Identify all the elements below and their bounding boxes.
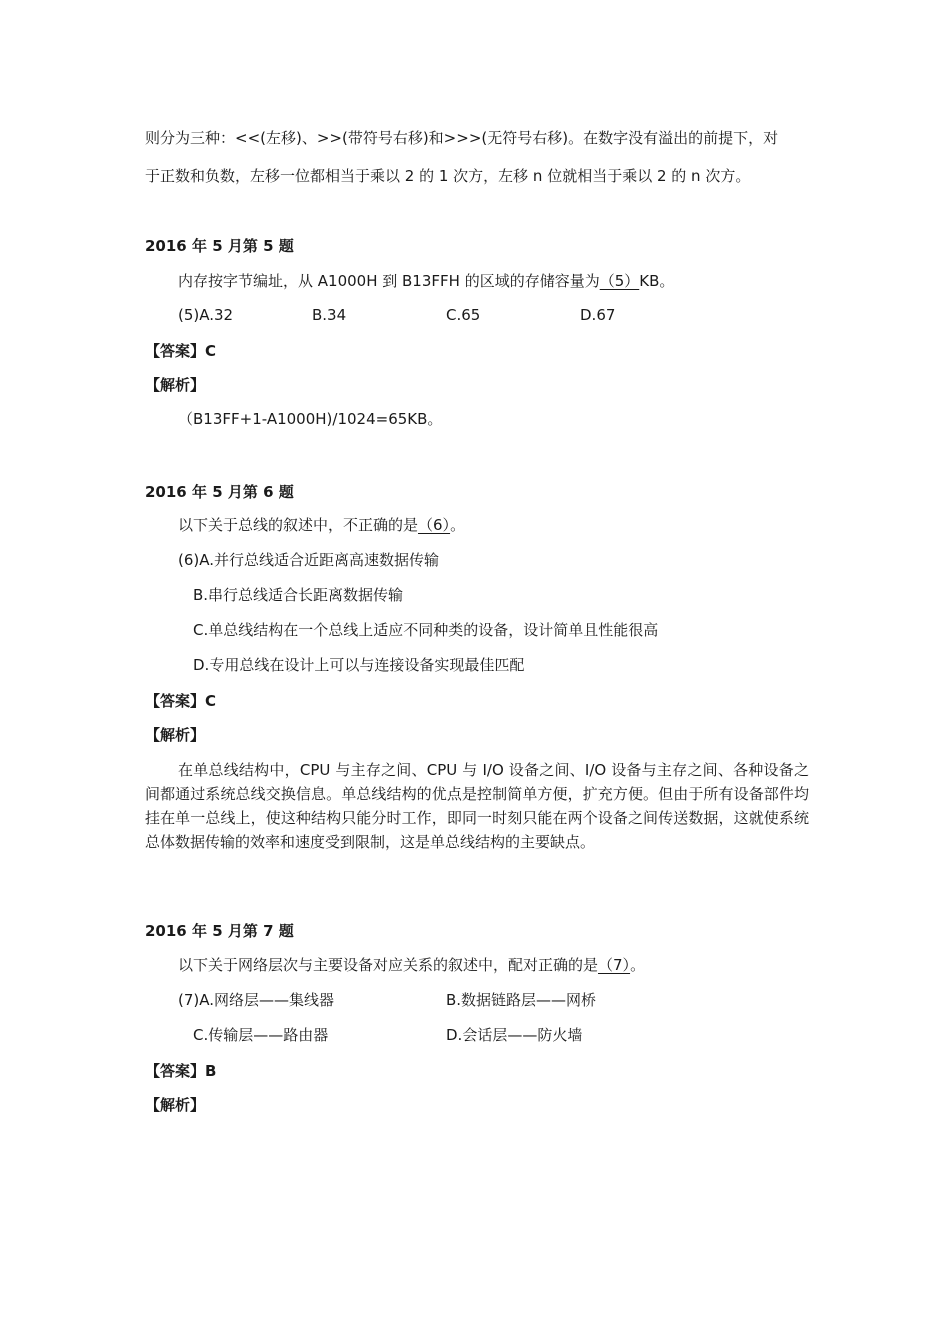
q6-answer-value: C [205, 692, 217, 710]
q7-heading: 2016 年 5 月第 7 题 [145, 922, 294, 940]
q6-option-d: D.专用总线在设计上可以与连接设备实现最佳匹配 [193, 656, 525, 674]
q6-option-a: (6)A.并行总线适合近距离高速数据传输 [178, 551, 440, 569]
q7-answer-value: B [205, 1062, 217, 1080]
q7-answer [145, 1060, 216, 1082]
q5-heading: 2016 年 5 月第 5 题 [145, 237, 294, 255]
q6-answer-label: 【答案】 [145, 692, 206, 710]
q6-stem-text: 以下关于总线的叙述中，不正确的是 [178, 516, 419, 534]
q7-answer-label: 【答案】 [145, 1062, 206, 1080]
q7-stem-text: 以下关于网络层次与主要设备对应关系的叙述中，配对正确的是 [178, 956, 599, 974]
q5-answer [145, 340, 216, 362]
q7-option-b: B.数据链路层——网桥 [446, 991, 597, 1009]
q7-analysis-label: 【解析】 [145, 1096, 206, 1114]
q5-stem [178, 270, 674, 292]
q6-stem [178, 514, 465, 536]
q5-answer-value: C [205, 342, 217, 360]
q5-option-c: C.65 [446, 306, 481, 324]
q5-option-b: B.34 [312, 306, 347, 324]
q5-option-d: D.67 [580, 306, 616, 324]
q6-option-c: C.单总线结构在一个总线上适应不同种类的设备，设计简单且性能很高 [193, 621, 659, 639]
q7-stem [178, 954, 645, 976]
q6-option-b: B.串行总线适合长距离数据传输 [193, 586, 404, 604]
q7-option-a: (7)A.网络层——集线器 [178, 991, 335, 1009]
q5-blank: （5） [599, 272, 640, 290]
q6-stem-end: 。 [450, 516, 466, 534]
q6-analysis: 在单总线结构中，CPU 与主存之间、CPU 与 I/O 设备之间、I/O 设备与主存之间、各种设备之间都通过系统总线交换信息。单总线结构的优点是控制简单方便，扩充方便。但由于所有设备部件均挂在单一总线上，使这种结构只能分时工作，即同一时刻只能在两个设备之间传送数据，这就使系统总体数据传输的效率和速度受到限制，这是单总线结构的主要缺点。 [145, 761, 809, 851]
q5-answer-label: 【答案】 [145, 342, 206, 360]
q6-blank: （6） [418, 516, 451, 534]
intro-line-1: 则分为三种：<<(左移)、>>(带符号右移)和>>>(无符号右移)。在数字没有溢出的前提下，对 [145, 129, 779, 147]
q7-option-d: D.会话层——防火墙 [446, 1026, 583, 1044]
q5-stem-end: KB。 [639, 272, 675, 290]
q7-stem-end: 。 [630, 956, 646, 974]
q7-option-c: C.传输层——路由器 [193, 1026, 329, 1044]
intro-line-2: 于正数和负数，左移一位都相当于乘以 2 的 1 次方，左移 n 位就相当于乘以 2 的 n 次方。 [145, 167, 751, 185]
q5-option-a: (5)A.32 [178, 306, 234, 324]
q6-answer [145, 690, 216, 712]
q6-analysis-label: 【解析】 [145, 726, 206, 744]
q5-stem-text: 内存按字节编址，从 A1000H 到 B13FFH 的区域的存储容量为 [178, 272, 600, 290]
q5-analysis-label: 【解析】 [145, 376, 206, 394]
q7-blank: （7） [598, 956, 631, 974]
q6-heading: 2016 年 5 月第 6 题 [145, 483, 294, 501]
q5-analysis: （B13FF+1-A1000H)/1024=65KB。 [178, 410, 443, 428]
